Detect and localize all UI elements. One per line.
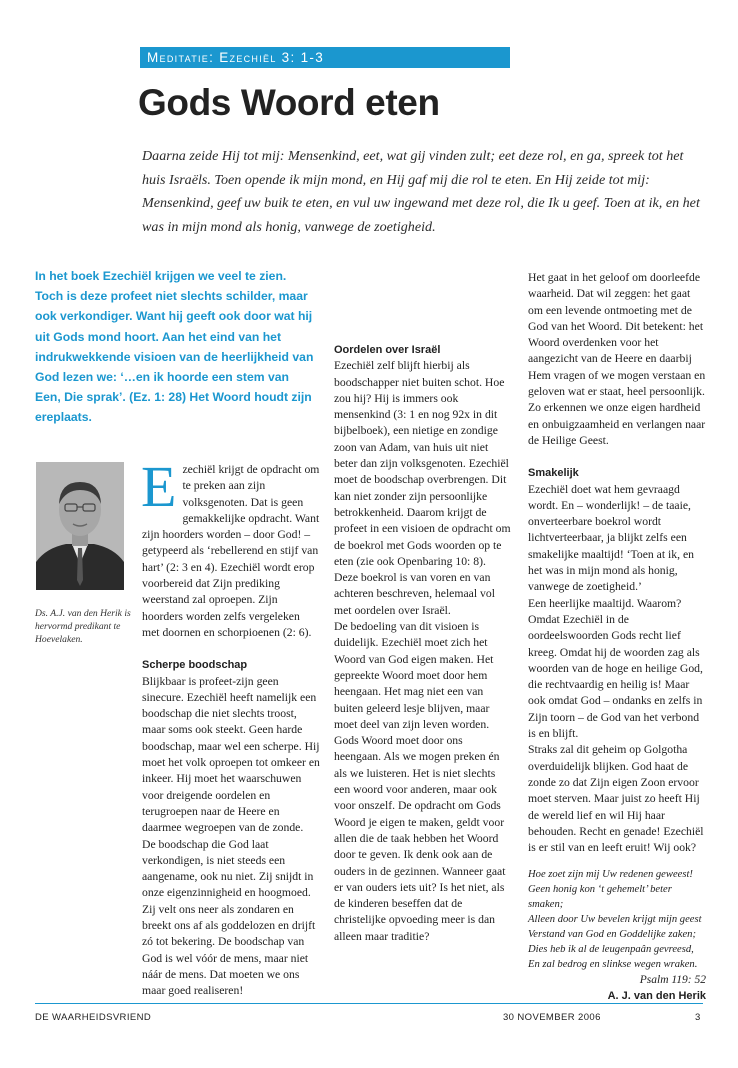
body-paragraph: Een heerlijke maaltijd. Waarom? Omdat Ezechiël in de oordeelswoorden Gods recht lief kreeg. Omdat hij de woorden zag als woorden van de hoge en heilige God, die rechtvaardig en heilig is! Maar ook omdat God – ondanks en zelfs in Zijn toorn – de God van het verbond is en blijft. <box>528 596 703 741</box>
subheading-scherpe-boodschap: Scherpe boodschap <box>142 659 248 672</box>
psalm-poem <box>528 868 706 987</box>
body-column-2 <box>334 268 512 945</box>
page-number: 3 <box>695 1012 701 1023</box>
poem-line: Hoe zoet zijn mij Uw redenen geweest! <box>528 869 693 881</box>
body-paragraph: Blijkbaar is profeet-zijn geen sinecure. Ezechiël heeft namelijk een boodschap die niet slechts troost, maar soms ook steekt. Geen harde boodschap, maar wel een scherpe. Hij moet het volk oproepen tot omkeer en inkeer. Hij moet het waarschuwen voor dreigende oordelen en terugroepen naar de Heere en daarmee wegroepen van de zonde. <box>142 674 320 835</box>
poem-line: En zal bedrog en slinkse wegen wraken. <box>528 958 698 970</box>
portrait-caption: Ds. A.J. van den Herik is hervormd predikant te Hoevelaken. <box>35 608 131 645</box>
subheading-oordelen-over-israel: Oordelen over Israël <box>334 344 441 356</box>
subheading-smakelijk: Smakelijk <box>528 467 579 480</box>
body-paragraph: Straks zal dit geheim op Golgotha overduidelijk blijken. God haat de zonde zo dat Zijn eigen Zoon ervoor moet sterven. Maar juist zo heeft Hij de wereld lief en wil Hij haar behouden. Recht en genade! Ezechiël is er stil van en leeft eruit! Wij ook? <box>528 743 704 855</box>
body-paragraph: Ezechiël zelf blijft hierbij als boodschapper niet buiten schot. Hoe zou hij? Hij is immers ook mensenkind (3: 1 en nog 92x in dit bijbelboek), een nietige en zondige zoon van Adam, van huis uit niet beter dan zijn volksgenoten. Ezechiël moet de boodschap overbrengen. Dit kan niet zonder zijn persoonlijke betrokkenheid. Daarom krijgt de profeet in een visioen de opdracht om de boekrol met Gods woorden op te eten (zie ook Openbaring 10: 8). Deze boekrol is van voren en van achteren beschreven, helemaal vol met oordelen over Israël. <box>334 359 511 617</box>
psalm-reference: Psalm 119: 52 <box>639 973 706 986</box>
poem-line: Verstand van God en Goddelijke zaken; <box>528 929 696 941</box>
footer-date: 30 NOVEMBER 2006 <box>503 1012 601 1023</box>
drop-cap: E <box>141 454 177 519</box>
author-portrait <box>36 462 124 590</box>
poem-line: Alleen door Uw bevelen krijgt mijn geest <box>528 914 702 926</box>
poem-line: Dies heb ik al de leugenpaân gevreesd, <box>528 943 694 955</box>
body-paragraph: Het gaat in het geloof om doorleefde waarheid. Dat wil zeggen: het gaat om een levende ontmoeting met de God van het Woord. Dit betekent: het Woord overdenken voor het aangezicht van de Heere en daarbij Hem vragen of we mogen verstaan en geloven wat er staat, heel persoonlijk. Zo erkennen we onze eigen hardheid en onbuigzaamheid en verlangen naar de Heilige Geest. <box>528 271 706 447</box>
footer-publication: DE WAARHEIDSVRIEND <box>35 1012 152 1023</box>
body-paragraph: zechiël krijgt de opdracht om te preken aan zijn volksgenoten. Dat is geen gemakkelijke opdracht. Want zijn hoorders worden – door God! – getypeerd als ‘rebellerend en stijf van hart’ (2: 3 en 4). Ezechiël wordt erop voorbereid dat Zijn prediking weerstand zal oproepen. Zijn hoorders worden zelfs vergeleken met doornen en schorpioenen (2: 6). <box>142 463 320 639</box>
body-column-1 <box>141 454 320 1000</box>
body-paragraph: De bedoeling van dit visioen is duidelijk. Ezechiël moet zich het Woord van God eigen maken. Het gepreekte Woord moet door hem heengaan. Het mag niet een van buiten geleerd lesje blijven, maar moet deel van zijn leven worden. Gods Woord moet door ons heengaan. Als we mogen preken én als we luisteren. Het is niet slechts een woord voor anderen, maar ook voor onszelf. De opdracht om Gods Woord je eigen te maken, geldt voor allen die de taak hebben het Woord door te geven. Ik denk ook aan de ouders in de gezinnen. Wanneer gaat er van ouders iets uit? Is het niet, als de kinderen beseffen dat de christelijke opvoeding meer is dan alleen maar traditie? <box>334 620 506 943</box>
footer-divider <box>35 1003 703 1004</box>
body-paragraph: De boodschap die God laat verkondigen, is niet steeds een aangename, ook nu niet. Zij snijdt in onze eigenzinnigheid en hoogmoed. Zij velt ons neer als zondaren en breekt ons af als goddelozen en drijft zó tot bekering. De boodschap van God is wel vóór de mens, maar niet náár de mens. Dat moeten we ons maar goed realiseren! <box>142 837 316 998</box>
section-banner: Meditatie: Ezechiël 3: 1-3 <box>140 47 510 68</box>
page-title: Gods Woord eten <box>138 82 440 123</box>
body-column-3 <box>528 268 706 1004</box>
body-paragraph: Ezechiël doet wat hem gevraagd wordt. En – wonderlijk! – de taaie, onverteerbare boekrol wordt lichtverteerbaar, ja blijkt zelfs een smakelijke maaltijd! ‘Toen at ik, en het was in mijn mond als honig, vanwege de zoetigheid.’ <box>528 482 694 594</box>
intro-paragraph: In het boek Ezechiël krijgen we veel te zien. Toch is deze profeet niet slechts schilder, maar ook verkondiger. Want hij geeft ook door wat hij uit Gods mond hoort. Aan het eind van het indrukwekkende visioen van de heerlijkheid van God lezen we: ‘…en ik hoorde een stem van Een, Die sprak’. (Ez. 1: 28) Het Woord houdt zijn ereplaats. <box>35 269 314 425</box>
poem-line: Geen honig kon ‘t gehemelt’ beter smaken; <box>528 884 672 911</box>
author-signature: A. J. van den Herik <box>607 989 706 1002</box>
scripture-quote: Daarna zeide Hij tot mij: Mensenkind, eet, wat gij vinden zult; eet deze rol, en ga, spreek tot het huis Israëls. Toen opende ik mijn mond, en Hij gaf mij die rol te eten. En Hij zeide tot mij: Mensenkind, geef uw buik te eten, en vul uw ingewand met deze rol, die Ik u geef. Toen at ik, en het was in mijn mond als honig, vanwege de zoetigheid. <box>142 148 700 235</box>
